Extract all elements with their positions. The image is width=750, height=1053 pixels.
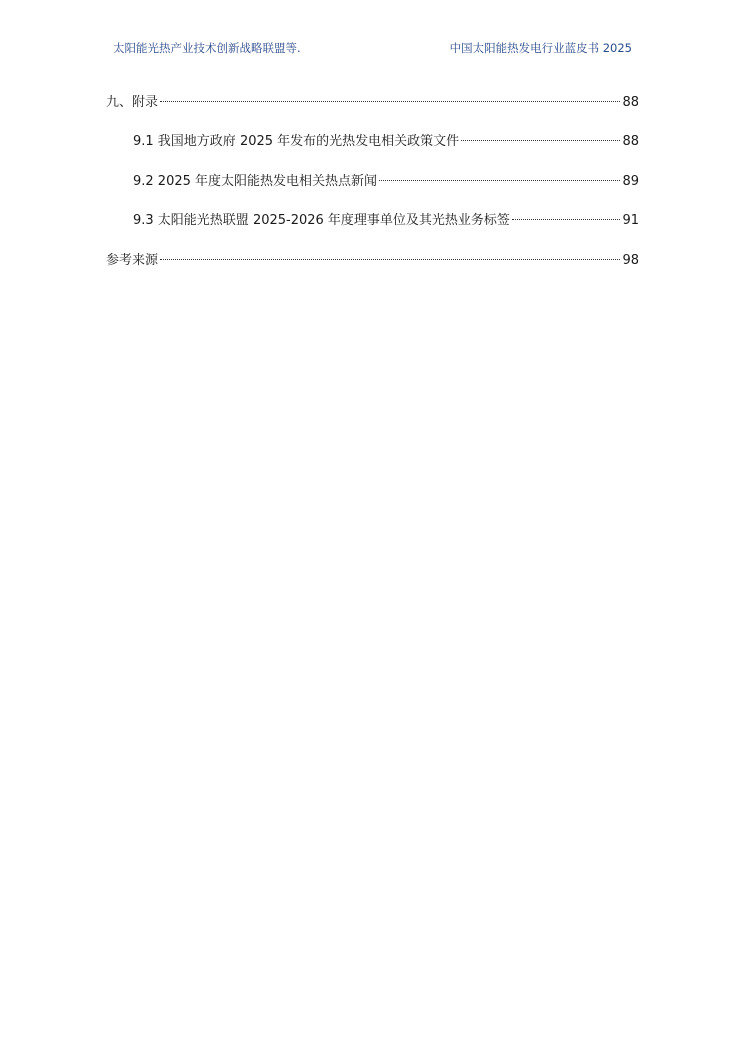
toc-page-number: 91 [622, 213, 639, 228]
toc-entry-9-3[interactable] [133, 210, 639, 232]
toc-page-number: 98 [622, 253, 639, 268]
toc-entry-appendix[interactable] [106, 92, 639, 114]
toc-dot-leader [461, 140, 620, 141]
header-organization: 太阳能光热产业技术创新战略联盟等. [113, 41, 301, 55]
toc-dot-leader [512, 219, 621, 220]
toc-entry-title: 9.1 我国地方政府 2025 年发布的光热发电相关政策文件 [133, 134, 460, 149]
toc-entry-title: 九、附录 [106, 95, 159, 110]
toc-dot-leader [160, 101, 620, 102]
toc-page-number: 88 [622, 95, 639, 110]
toc-entry-title: 9.2 2025 年度太阳能热发电相关热点新闻 [133, 174, 378, 189]
toc-entry-title: 9.3 太阳能光热联盟 2025-2026 年度理事单位及其光热业务标签 [133, 213, 510, 228]
toc-dot-leader [379, 180, 620, 181]
header-document-title: 中国太阳能热发电行业蓝皮书 2025 [449, 41, 632, 55]
toc-entry-9-1[interactable] [133, 131, 639, 153]
toc-entry-references[interactable] [106, 250, 639, 272]
toc-page-number: 88 [622, 134, 639, 149]
toc-entry-title: 参考来源 [106, 253, 159, 268]
page-header [0, 40, 750, 58]
toc-page-number: 89 [622, 174, 639, 189]
toc-entry-9-2[interactable] [133, 171, 639, 193]
toc-dot-leader [160, 259, 620, 260]
